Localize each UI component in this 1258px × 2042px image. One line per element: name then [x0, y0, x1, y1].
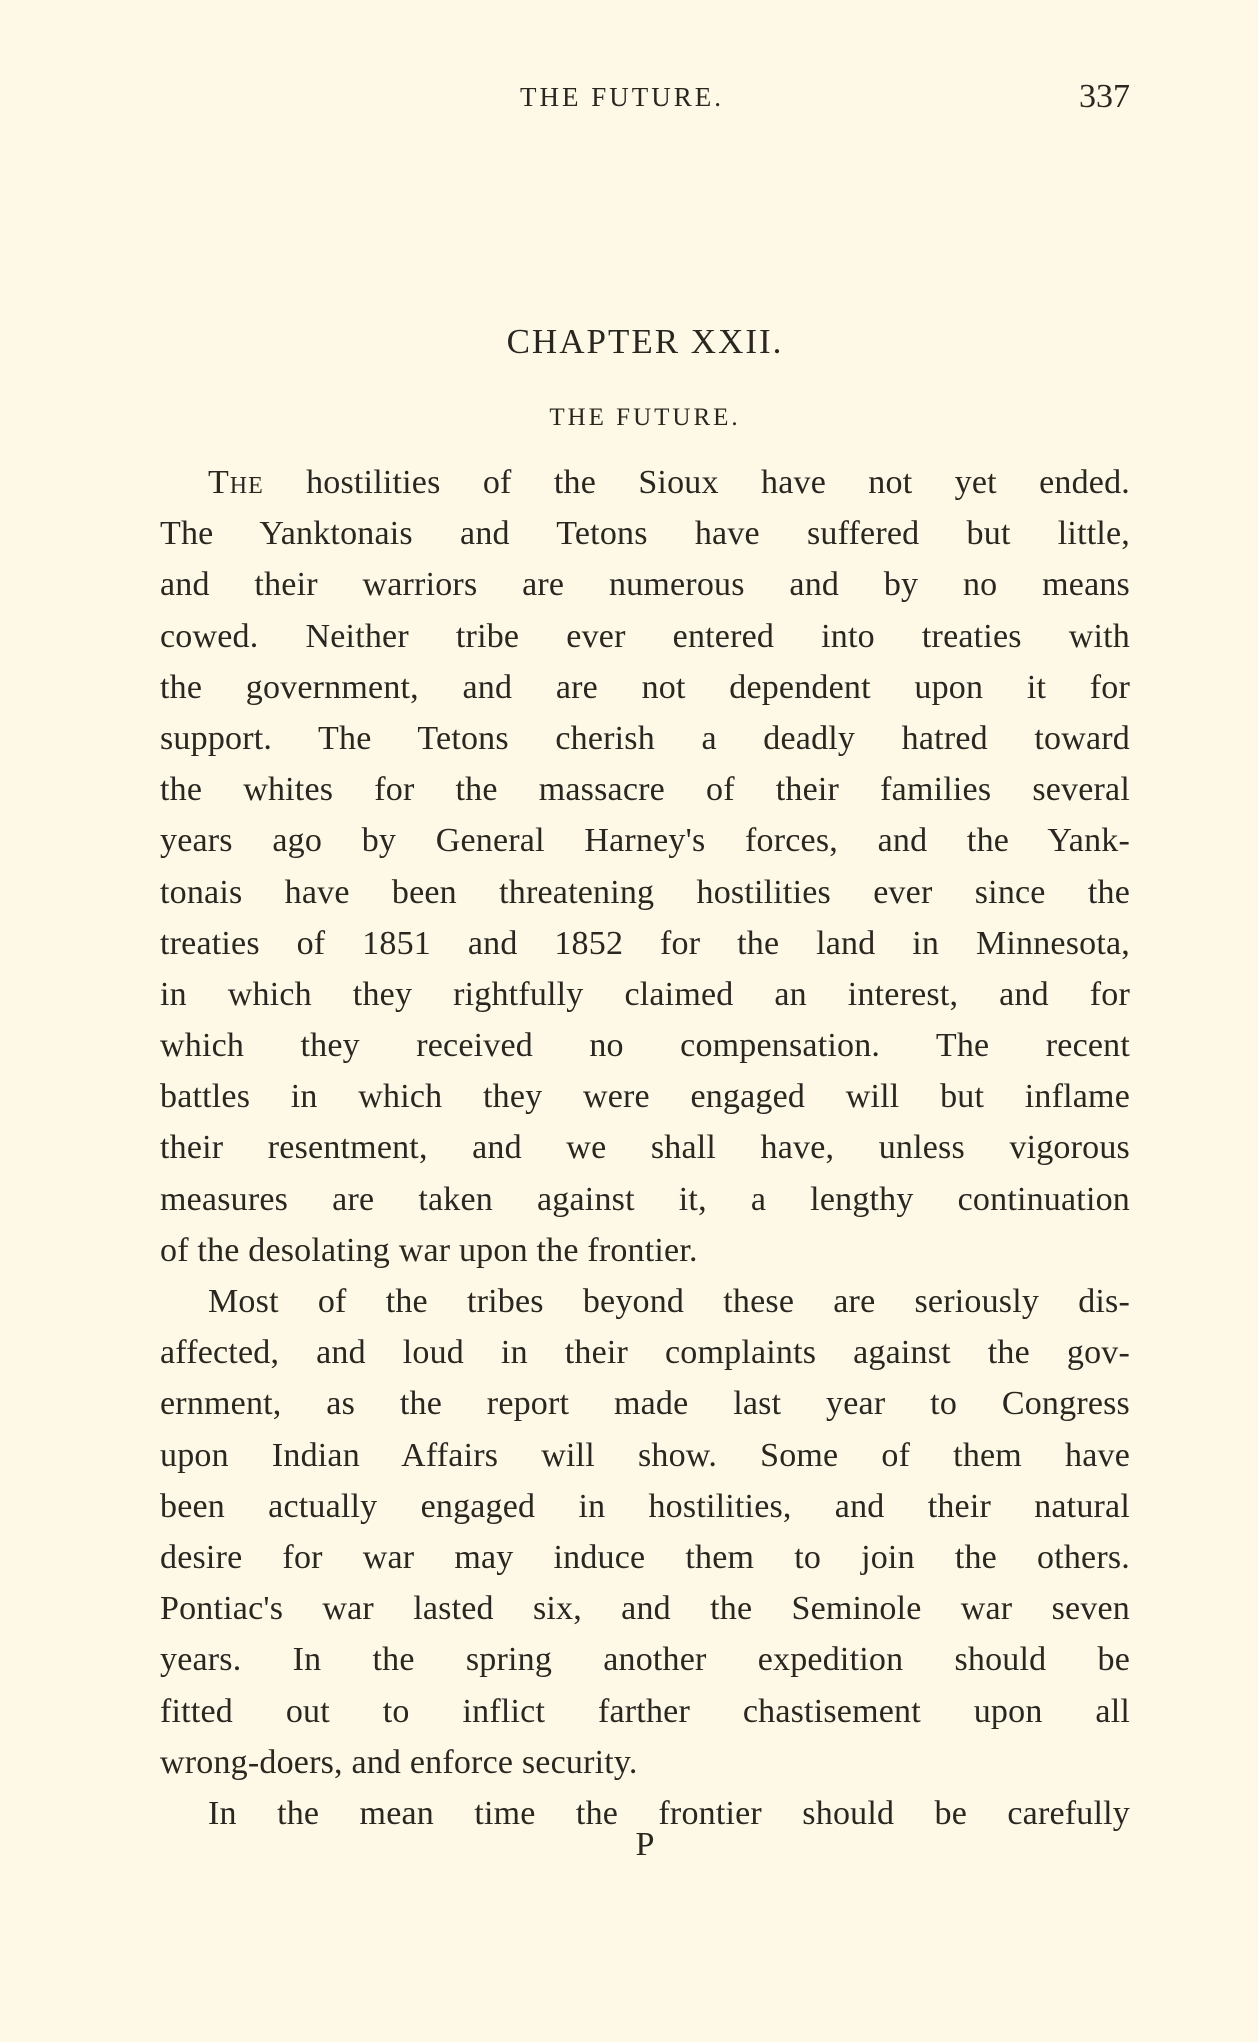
text-line: the government, and are not dependent upon it for	[160, 668, 1130, 706]
text-line: tonais have been threatening hostilities ever since the	[160, 873, 1130, 911]
text-line: ernment, as the report made last year to Congress	[160, 1385, 1130, 1423]
chapter-title: CHAPTER XXII.	[506, 322, 784, 361]
text-line: wrong-doers, and enforce security.	[160, 1743, 638, 1781]
text-line: desire for war may induce them to join the others.	[160, 1538, 1130, 1576]
text-line: years ago by General Harney's forces, and the Yank-	[160, 822, 1130, 860]
body-text	[160, 457, 1130, 1839]
page-number: 337	[1079, 78, 1130, 115]
text-line: battles in which they were engaged will but inflame	[160, 1078, 1130, 1116]
text-line: measures are taken against it, a lengthy continuation	[160, 1180, 1130, 1218]
text-line: treaties of 1851 and 1852 for the land in Minnesota,	[160, 924, 1130, 962]
running-head	[160, 78, 1130, 122]
text-line: upon Indian Affairs will show. Some of them have	[160, 1436, 1130, 1474]
text-line: Most of the tribes beyond these are seriously dis-	[208, 1283, 1130, 1320]
text-line: and their warriors are numerous and by no means	[160, 566, 1130, 604]
text-line: years. In the spring another expedition should be	[160, 1641, 1130, 1679]
text-line: been actually engaged in hostilities, and their natural	[160, 1487, 1130, 1525]
chapter-subtitle: THE FUTURE.	[549, 404, 741, 431]
text-line: of the desolating war upon the frontier.	[160, 1231, 698, 1269]
running-title: THE FUTURE.	[520, 82, 724, 112]
text-line: cowed. Neither tribe ever entered into treaties with	[160, 617, 1130, 655]
text-line: the whites for the massacre of their families several	[160, 771, 1130, 809]
text-line: affected, and loud in their complaints against the gov-	[160, 1334, 1130, 1372]
text-line: The Yanktonais and Tetons have suffered but little,	[160, 515, 1130, 553]
text-line: fitted out to inflict farther chastisement upon all	[160, 1692, 1130, 1730]
signature-mark: P	[635, 1826, 655, 1863]
opening-word: The	[208, 464, 264, 501]
text-line: The hostilities of the Sioux have not yet ended.	[208, 464, 1130, 501]
text-line: In the mean time the frontier should be carefully	[208, 1794, 1130, 1832]
text-line: Pontiac's war lasted six, and the Seminole war seven	[160, 1590, 1130, 1628]
text-line: their resentment, and we shall have, unless vigorous	[160, 1129, 1130, 1167]
text-line: which they received no compensation. The recent	[160, 1027, 1130, 1065]
text-line: support. The Tetons cherish a deadly hatred toward	[160, 719, 1130, 757]
text-line: in which they rightfully claimed an interest, and for	[160, 975, 1130, 1013]
